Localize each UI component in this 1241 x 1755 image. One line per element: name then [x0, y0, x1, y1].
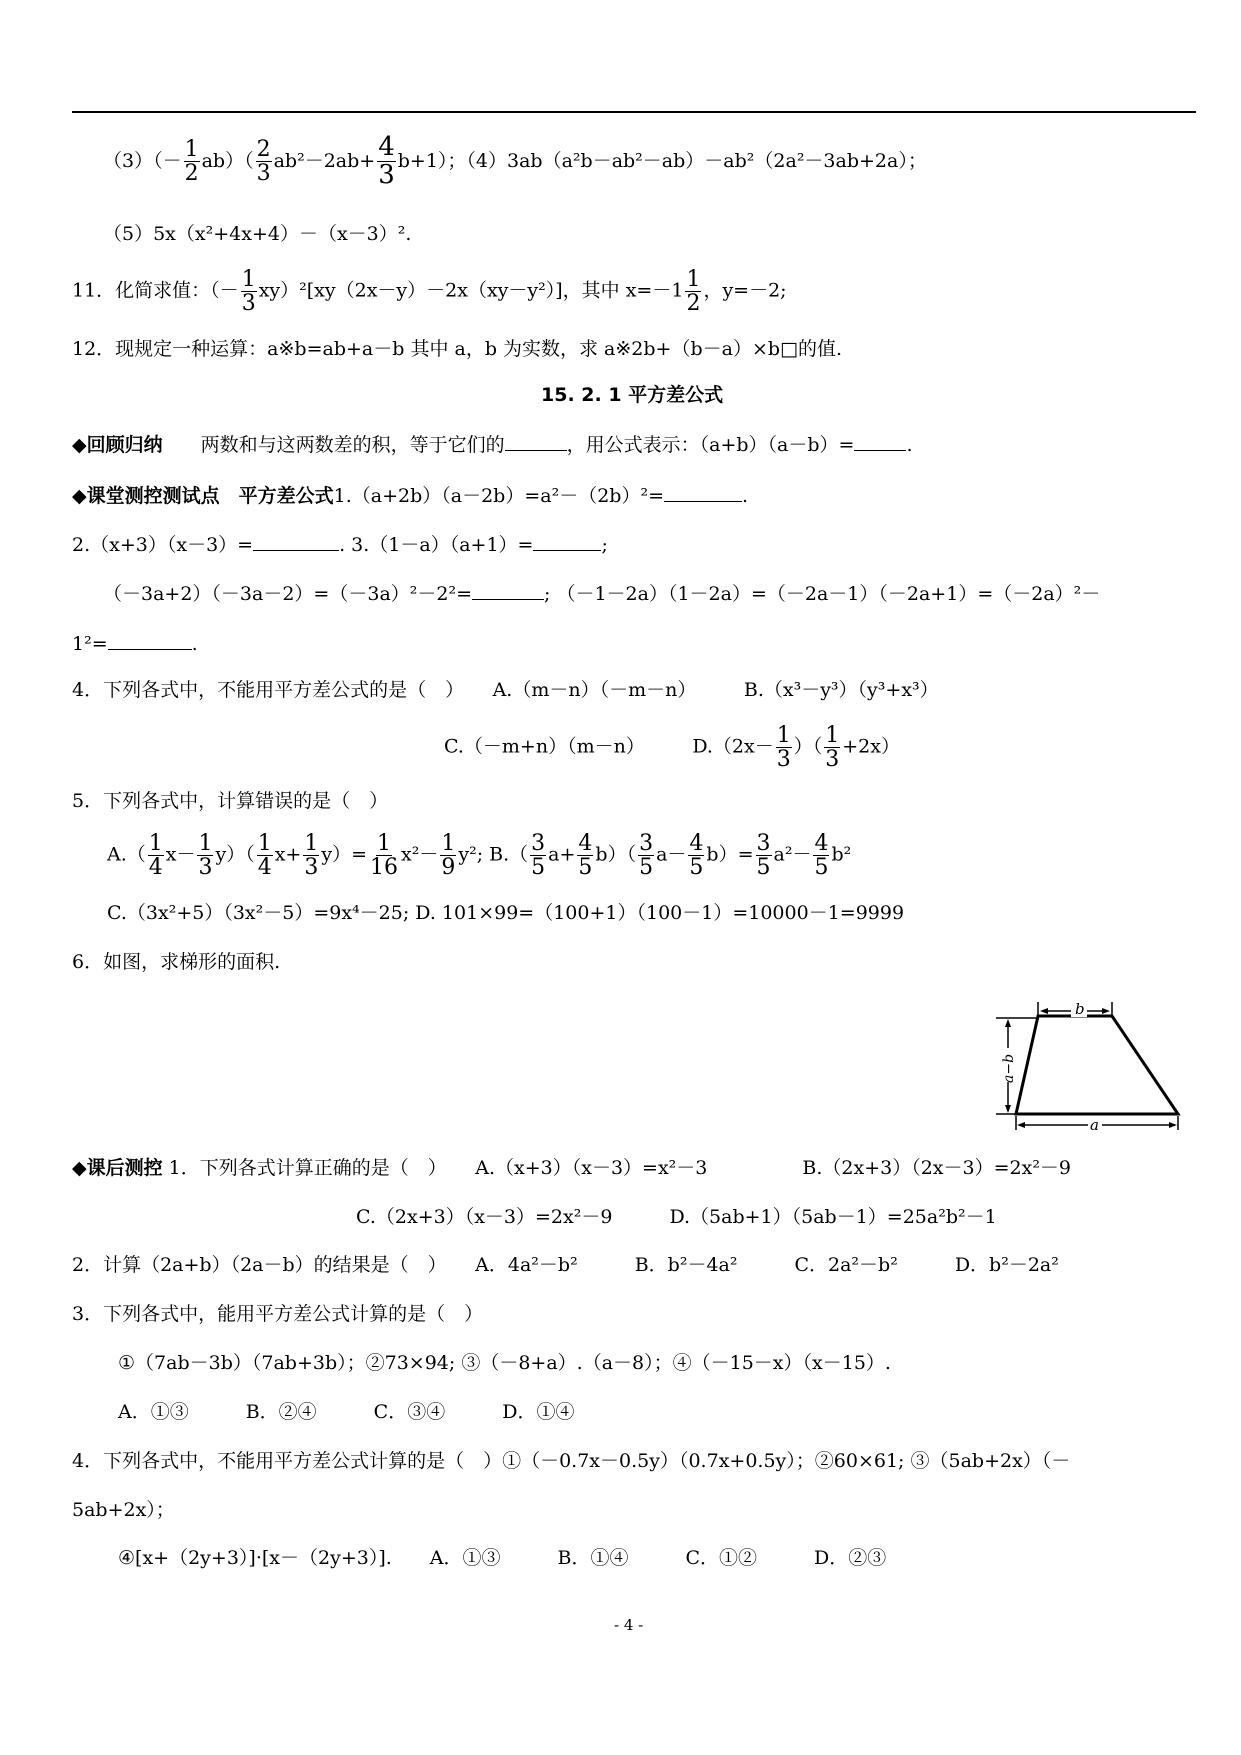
- answer-blank[interactable]: [253, 534, 339, 551]
- label-b: b: [1075, 1000, 1085, 1018]
- classroom-q3-end: 1²= .: [72, 633, 198, 655]
- after-class-q2: 2．计算（2a+b）（2a－b）的结果是（ ） A．4a²－b² B．b²－4a² C．2a²－b² D．b²－2a²: [72, 1254, 1059, 1276]
- fraction: $\frac{3}{5}$: [531, 831, 546, 881]
- problem-12: 12．现规定一种运算：a※b=ab+a－b 其中 a，b 为实数，求 a※2b+（b－a）×b□的值.: [72, 338, 843, 360]
- fraction: $\frac{1}{4}$: [148, 831, 163, 881]
- classroom-q5-options-cd: C.（3x²+5）（3x²－5）=9x⁴－25; D. 101×99=（100+1）（100－1）=10000－1=9999: [107, 902, 905, 924]
- classroom-q3-cont: （－3a+2）（－3a－2）=（－3a）²－2²= ; （－1－2a）（1－2a）=（－2a－1）（－2a+1）=（－2a）²－: [103, 583, 1101, 605]
- fraction: $\frac{1}{2}$: [184, 137, 199, 187]
- problem-11: 11．化简求值：（－ $\frac{1}{3}$ xy）²[xy（2x－y）－2x（xy－y²）]，其中 x=－1 $\frac{1}{2}$ ，y=－2;: [72, 267, 787, 317]
- after-class-q4: 4．下列各式中，不能用平方差公式计算的是（ ）①（－0.7x－0.5y）（0.7x+0.5y）；②60×61; ③（5ab+2x）（－: [72, 1450, 1071, 1472]
- fraction: $\frac{4}{5}$: [689, 831, 704, 881]
- problem-10-5: （5）5x（x²+4x+4）－（x－3）².: [103, 223, 412, 245]
- after-class-q4-options: ④[x+（2y+3）]·[x－（2y+3）]. A．①③ B．①④ C．①② D．②③: [118, 1547, 887, 1569]
- fraction: $\frac{4}{5}$: [814, 831, 829, 881]
- fraction: $\frac{1}{2}$: [686, 267, 701, 317]
- answer-blank[interactable]: [854, 434, 906, 451]
- after-class-q1-options: C.（2x+3）（x－3）=2x²－9 D.（5ab+1）（5ab－1）=25a²b²－1: [356, 1206, 997, 1228]
- fraction: $\frac{1}{3}$: [776, 723, 791, 773]
- page-number: - 4 -: [614, 1616, 644, 1634]
- fraction: $\frac{1}{9}$: [441, 831, 456, 881]
- fraction: $\frac{1}{3}$: [241, 267, 256, 317]
- classroom-q4-options: C.（－m+n）（m－n） D.（2x－ $\frac{1}{3}$ ）（ $\frac{1}{3}$ +2x）: [444, 723, 900, 773]
- classroom-q5: 5．下列各式中，计算错误的是（ ）: [72, 790, 389, 812]
- after-class-q4-cont: 5ab+2x）；: [72, 1499, 175, 1521]
- fraction: $\frac{2}{3}$: [256, 137, 271, 187]
- classroom-q4: 4．下列各式中，不能用平方差公式的是（ ） A.（m－n）（－m－n） B.（x³－y³）（y³+x³）: [72, 679, 939, 701]
- after-class-q1: ◆课后测控 1．下列各式计算正确的是（ ） A.（x+3）（x－3）=x²－3 B.（2x+3）（2x－3）=2x²－9: [72, 1157, 1072, 1179]
- fraction: $\frac{1}{4}$: [257, 831, 272, 881]
- fraction: $\frac{4}{3}$: [378, 132, 395, 191]
- label-a: a: [1090, 1116, 1099, 1134]
- fraction: $\frac{1}{3}$: [825, 723, 840, 773]
- fraction: $\frac{4}{5}$: [578, 831, 593, 881]
- trapezoid-figure: [988, 998, 1188, 1138]
- after-class-q3-options: A．①③ B．②④ C．③④ D．①④: [118, 1401, 575, 1423]
- answer-blank[interactable]: [108, 633, 192, 650]
- fraction: $\frac{1}{16}$: [370, 831, 399, 881]
- after-class-q3: 3．下列各式中，能用平方差公式计算的是（ ）: [72, 1303, 484, 1325]
- fraction: $\frac{3}{5}$: [639, 831, 654, 881]
- classroom-q1: ◆课堂测控测试点 平方差公式1.（a+2b）（a－2b）=a²－（2b）²= .: [72, 485, 749, 507]
- classroom-q6: 6．如图，求梯形的面积.: [72, 951, 281, 973]
- answer-blank[interactable]: [533, 534, 601, 551]
- fraction: $\frac{3}{5}$: [756, 831, 771, 881]
- problem-10-3-4: （3）（－ $\frac{1}{2}$ ab）（ $\frac{2}{3}$ ab²－2ab+ $\frac{4}{3}$ b+1）；（4）3ab（a²b－ab²－ab）－ab²（2a²－3ab+2a）；: [103, 132, 927, 191]
- answer-blank[interactable]: [505, 434, 567, 451]
- answer-blank[interactable]: [472, 583, 544, 600]
- header-rule: [72, 111, 1196, 113]
- section-title: 15. 2. 1 平方差公式: [541, 384, 724, 406]
- after-class-q3-items: ①（7ab－3b）（7ab+3b）；②73×94; ③（－8+a）.（a－8）；④（－15－x）（x－15）.: [118, 1352, 891, 1374]
- classroom-q2-q3: 2.（x+3）（x－3）= . 3.（1－a）（a+1）= ;: [72, 534, 608, 556]
- fraction: $\frac{1}{3}$: [304, 831, 319, 881]
- review-line: ◆回顾归纳 两数和与这两数差的积，等于它们的 ，用公式表示：（a+b）（a－b）= .: [72, 434, 913, 456]
- answer-blank[interactable]: [664, 485, 742, 502]
- label-a-minus-b: a−b: [1001, 1053, 1017, 1083]
- fraction: $\frac{1}{3}$: [198, 831, 213, 881]
- classroom-q5-options-ab: A.（ $\frac{1}{4}$ x－ $\frac{1}{3}$ y）（ $\frac{1}{4}$ x+ $\frac{1}{3}$ y）= $\frac{1}{16}$ x²－ $\frac{1}{9}$ y²; B.（ $\frac{3}{5}$ a+ $\frac{4}{5}$ b）（ $\frac{3}{5}$ a－ $\frac{4}{5}$ b）= $\frac{3}{5}$ a²－ $\frac{4}{5}$ b²: [107, 831, 852, 881]
